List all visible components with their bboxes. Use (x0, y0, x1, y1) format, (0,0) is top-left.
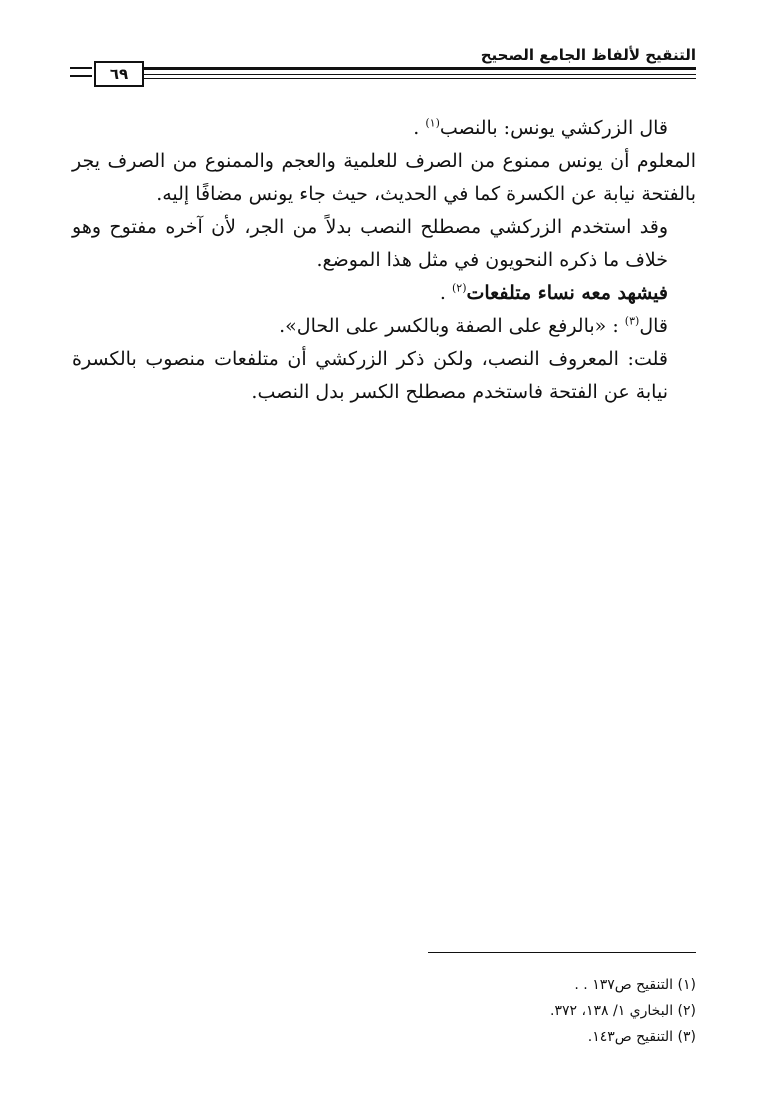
paragraph-5-start: قال (639, 315, 668, 337)
header-rule-thick (144, 67, 696, 70)
running-title: التنقيح لألفاظ الجامع الصحيح (480, 46, 696, 64)
footnotes (72, 972, 696, 1050)
page-header (70, 38, 696, 90)
paragraph-5-rest: : «بالرفع على الصفة وبالكسر على الحال». (279, 315, 619, 337)
header-rule-left-top (70, 67, 92, 69)
paragraph-4 (72, 277, 696, 310)
quote-heading: فيشهد معه نساء متلفعات (466, 282, 668, 304)
footnote-ref-2: (٢) (451, 281, 467, 295)
paragraph-3: وقد استخدم الزركشي مصطلح النصب بدلاً من الجر، لأن آخره مفتوح وهو خلاف ما ذكره النحويون في مثل هذا الموضع. (72, 216, 668, 271)
footnote-ref-3: (٣) (624, 314, 640, 328)
paragraph-4-end: . (439, 282, 446, 304)
footnote-ref-1: (١) (425, 116, 440, 130)
footnote-separator (428, 952, 696, 953)
footnote-1: (١) التنقيح ص١٣٧ . . (574, 977, 696, 993)
footnote-2: (٢) البخاري ١/ ١٣٨، ٣٧٢. (549, 1003, 696, 1019)
main-text (72, 112, 696, 409)
header-rule-left-bottom (70, 75, 92, 77)
paragraph-6: قلت: المعروف النصب، ولكن ذكر الزركشي أن متلفعات منصوب بالكسرة نيابة عن الفتحة فاستخدم مصطلح الكسر بدل النصب. (72, 348, 668, 403)
page-number: ٦٩ (94, 61, 144, 87)
header-rule-thin-1 (144, 74, 696, 75)
header-rule-thin-2 (144, 78, 696, 79)
paragraph-1-text: قال الزركشي يونس: بالنصب (439, 117, 668, 139)
paragraph-1 (72, 112, 696, 145)
paragraph-2: المعلوم أن يونس ممنوع من الصرف للعلمية والعجم والممنوع من الصرف يجر بالفتحة نيابة عن الكسرة كما في الحديث، حيث جاء يونس مضافًا إليه. (72, 150, 696, 205)
paragraph-1-end: . (413, 117, 420, 139)
paragraph-5 (72, 310, 696, 343)
footnote-3: (٣) التنقيح ص١٤٣. (587, 1029, 696, 1045)
